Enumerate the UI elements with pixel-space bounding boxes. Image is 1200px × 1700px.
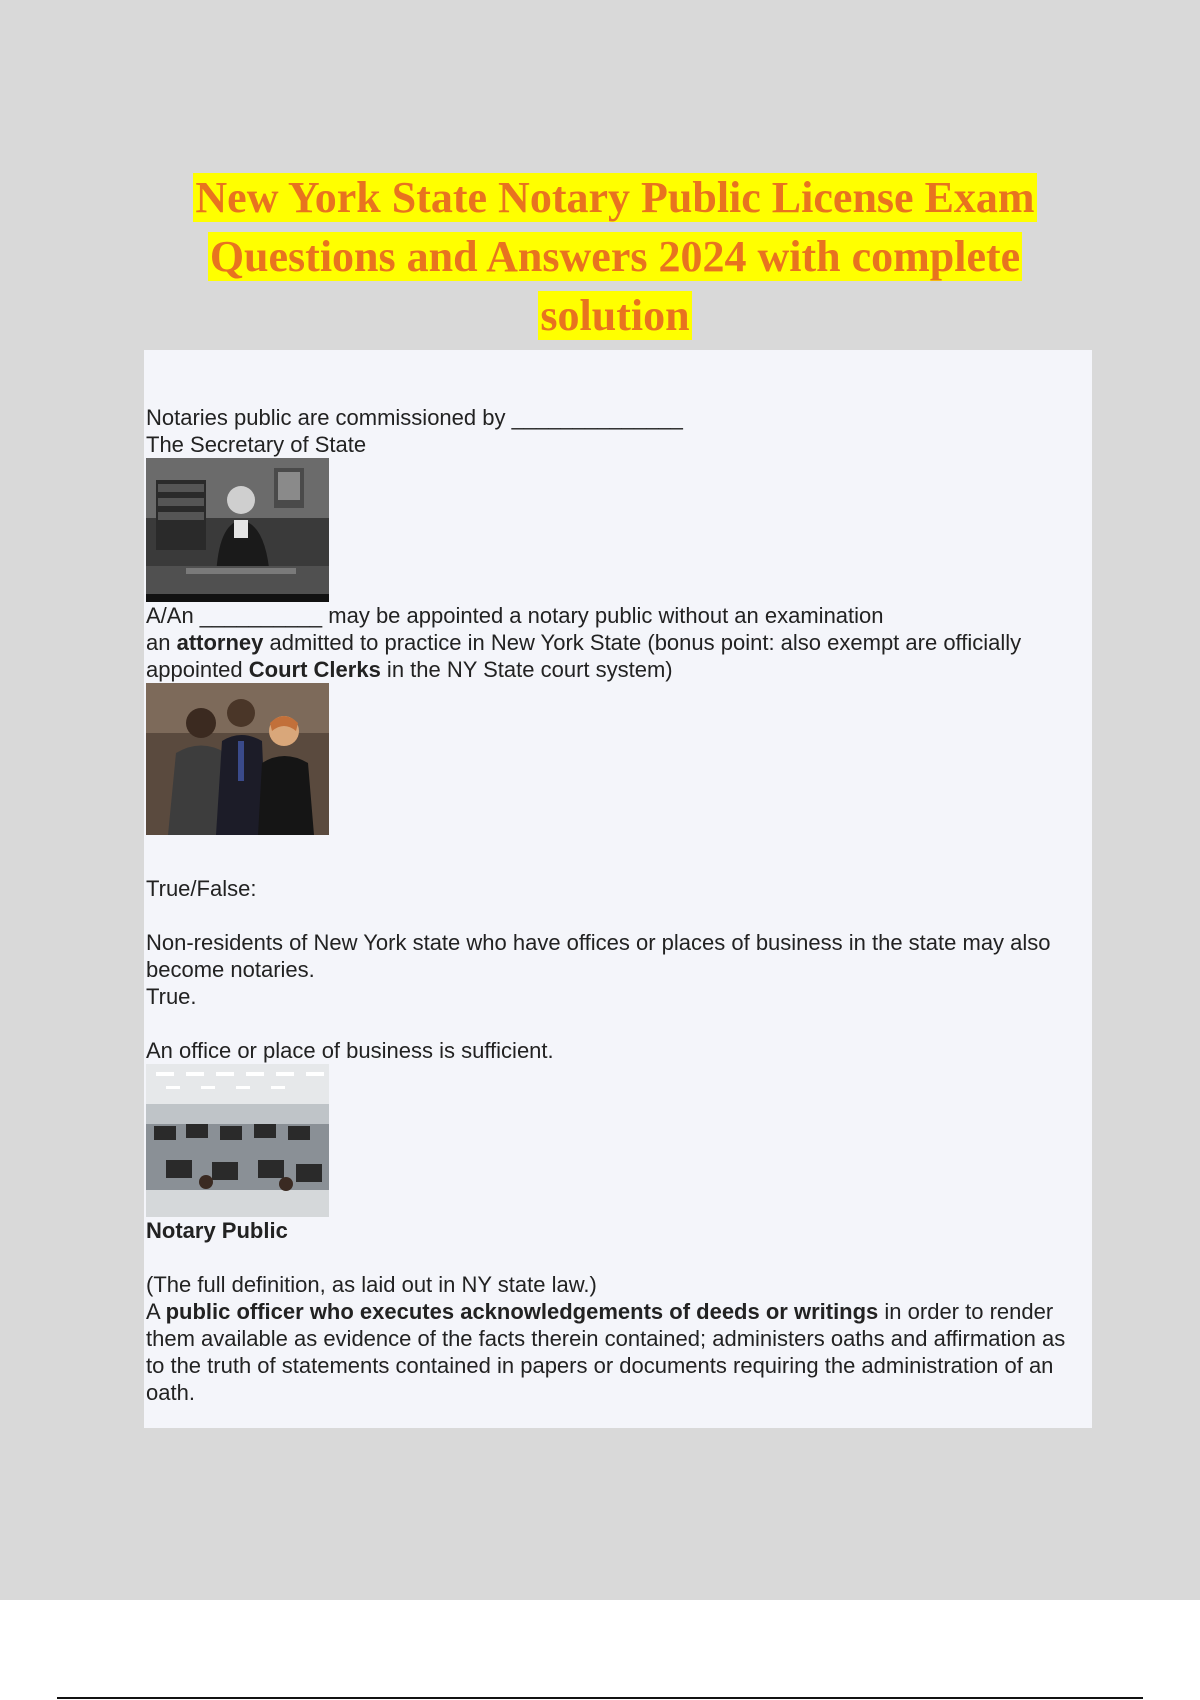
answer-2-text-a: an xyxy=(146,630,177,655)
answer-1: The Secretary of State xyxy=(146,432,367,457)
answer-3: True. xyxy=(146,984,197,1009)
historic-official-at-desk-photo xyxy=(146,458,329,602)
question-2: A/An __________ may be appointed a notary public without an examination xyxy=(146,603,884,628)
answer-2-bold-court-clerks: Court Clerks xyxy=(248,657,381,682)
answer-3-explanation: An office or place of business is sufficient. xyxy=(146,1038,554,1063)
title-line-1: New York State Notary Public License Exam xyxy=(195,173,1035,222)
question-4: (The full definition, as laid out in NY state law.) xyxy=(146,1272,597,1297)
answer-4-bold: public officer who executes acknowledgements of deeds or writings xyxy=(165,1299,879,1324)
answer-4-text-a: A xyxy=(146,1299,166,1324)
title-line-2: Questions and Answers 2024 with complete xyxy=(209,232,1021,281)
answer-2-text-b: admitted to practice in New York State (bonus point: also exempt are officially appointed xyxy=(146,630,1022,682)
group-consulting-photo xyxy=(146,683,329,835)
question-1: Notaries public are commissioned by ______________ xyxy=(146,405,683,430)
document-title xyxy=(140,168,1090,345)
answer-2-text-c: in the NY State court system) xyxy=(380,657,673,682)
answer-2-bold-attorney: attorney xyxy=(176,630,264,655)
qa-content xyxy=(146,404,1086,1406)
bottom-divider xyxy=(57,1697,1143,1699)
answer-2 xyxy=(146,629,1086,683)
term-notary-public xyxy=(146,1217,1086,1244)
answer-4 xyxy=(146,1298,1086,1406)
term-notary-public-bold: Notary Public xyxy=(146,1218,288,1243)
question-3: Non-residents of New York state who have offices or places of business in the state may also become notaries. xyxy=(146,930,1051,982)
question-3-label: True/False: xyxy=(146,876,257,901)
title-line-3: solution xyxy=(540,291,690,340)
answer-4-text-b: in order to render them available as evidence of the facts therein contained; administers oaths and affirmation as to the truth of statements contained in papers or documents requiring the administration of an oath. xyxy=(146,1299,1066,1405)
open-office-photo xyxy=(146,1064,329,1217)
